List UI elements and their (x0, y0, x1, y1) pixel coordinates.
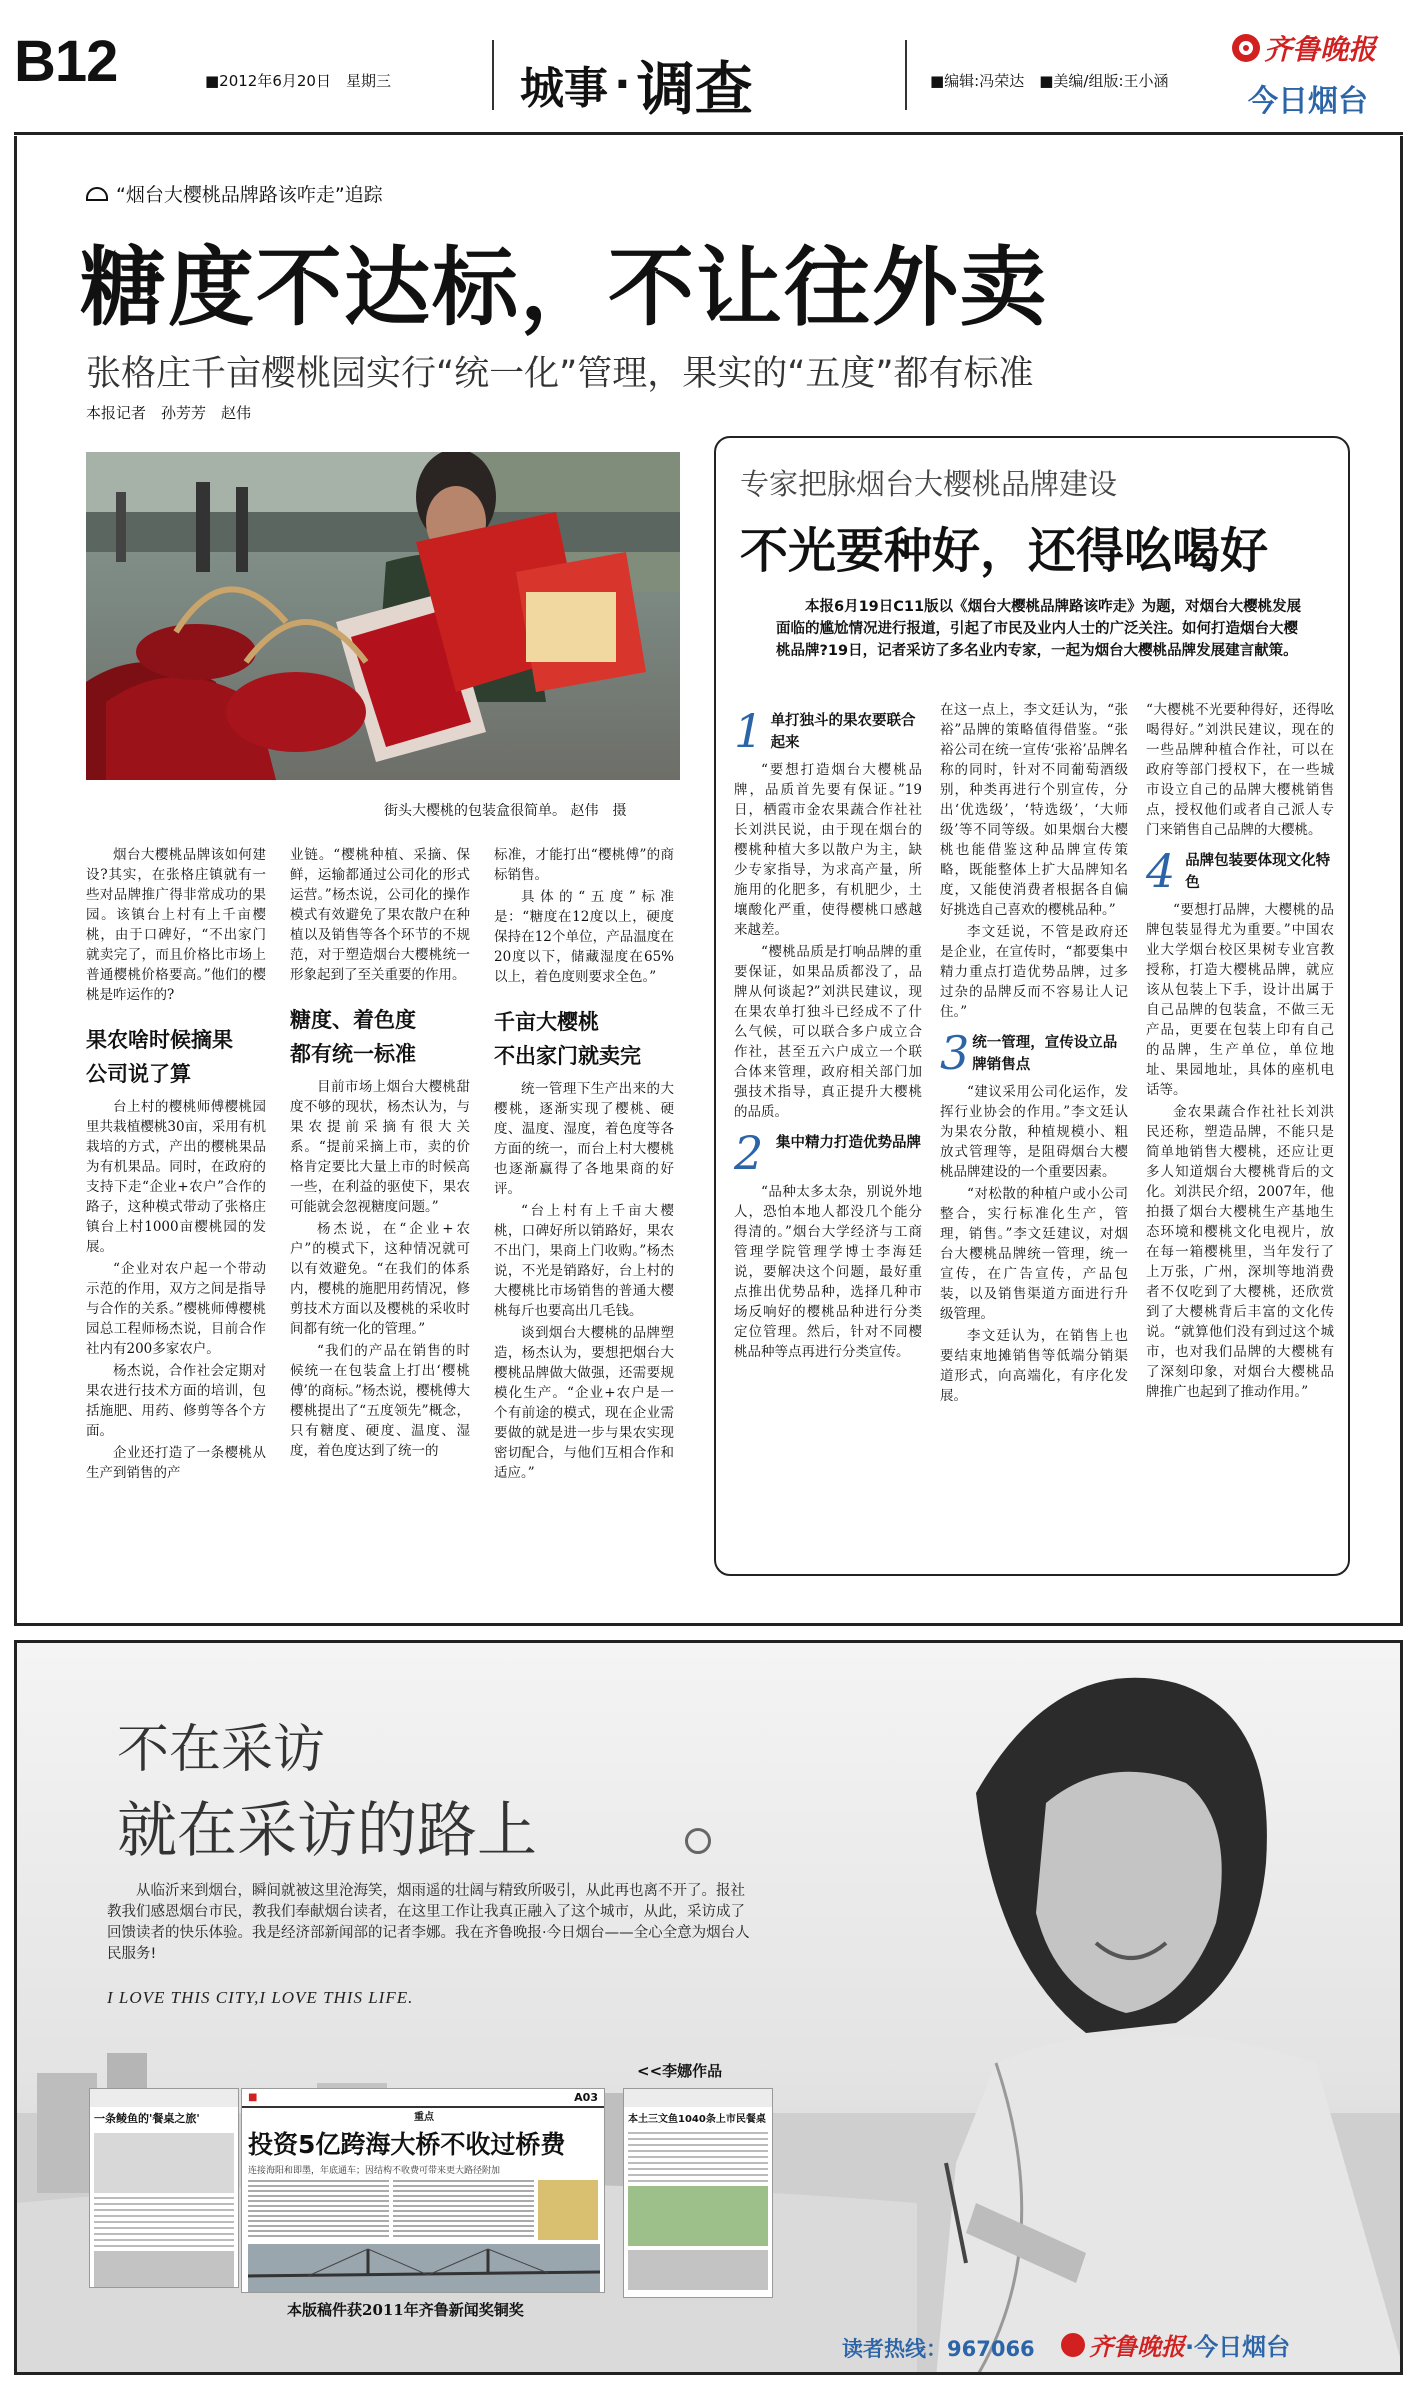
brand-logo (1232, 28, 1376, 68)
subhead: 张格庄千亩樱桃园实行“统一化”管理，果实的“五度”都有标准 (86, 354, 1034, 394)
section-title-a: 城事 (520, 63, 608, 114)
thumb2-sub: 连接海阳和即墨，年底通车；因结构不收费可带来更大路径附加 (248, 2166, 501, 2176)
section-4-title: 品牌包装要体现文化特色 (1185, 853, 1331, 891)
thumb2-tag: 重点 (414, 2112, 434, 2123)
header-divider-right (905, 40, 907, 110)
s3-para-1: “建议采用公司化运作，发挥行业协会的作用。”李文廷认为果农分散，种植规模小、粗放式管理等，是阻碍烟台大樱桃品牌建设的一个重要因素。 (940, 1084, 1128, 1180)
s2-para-1: “品种太多太杂，别说外地人，恐怕本地人都没几个能分得清的。”烟台大学经济与工商管理学院管理学博士李海廷说，要解决这个问题，最好重点推出优势品种，选择几种市场反响好的樱桃品种进行分类定位管理。然后，针对不同樱桃品种等点再进行分类宣传。 (734, 1184, 922, 1360)
ad-motto: I LOVE THIS CITY,I LOVE THIS LIFE. (107, 1988, 414, 2007)
col1-para-2: 台上村的樱桃师傅樱桃园里共栽植樱桃30亩，采用有机栽培的方式，产出的樱桃果品为有机果品。同时，在政府的支持下走“企业+农户”合作的路子，这种模式带动了张格庄镇台上村1000亩樱桃园的发展。 (86, 1099, 266, 1255)
s2-para-2: 在这一点上，李文廷认为，“张裕”品牌的策略值得借鉴。“张裕公司在统一宣传‘张裕’品牌名称的同时，针对不同葡萄酒级别，种类再进行个别宣传，分出‘优选级’，‘特选级’，‘大师级’等不同等级。如果烟台大樱桃也能借鉴这种品牌宣传策略，既能整体上扩大品牌知名度，又能使消费者根据各自偏好挑选自己喜欢的樱桃品种。” (940, 702, 1128, 918)
col3-subhead-2: 不出家门就卖完 (494, 1044, 641, 1068)
section-title-b: 调查 (636, 55, 753, 123)
footer-brand-name: 齐鲁晚报 (1089, 2332, 1185, 2361)
expert-intro: 本报6月19日C11版以《烟台大樱桃品牌路该咋走》为题，对烟台大樱桃发展面临的尴尬情况进行报道，引起了市民及业内人士的广泛关注。如何打造烟台大樱桃品牌?19日，记者采访了多名业内专家，一起为烟台大樱桃品牌发展建言献策。 (776, 599, 1302, 659)
col3-para-1: 标准，才能打出“樱桃傅”的商标销售。 (494, 847, 674, 883)
thumb1-headline: 一条鲮鱼的'餐桌之旅' (94, 2112, 200, 2125)
col1-para-5: 企业还打造了一条樱桃从生产到销售的产 (86, 1445, 266, 1481)
col2-para-1: 业链。“樱桃种植、采摘、保鲜，运输都通过公司化的形式运营。”杨杰说，公司化的操作模式有效避免了果农散户在种植以及销售等各个环节的不规范，对于塑造烟台大樱桃统一形象起到了至关重要的作用。 (290, 847, 470, 983)
section-2-number: 2 (734, 1126, 764, 1180)
col1-subhead-2: 公司说了算 (86, 1062, 191, 1086)
col1-para-1: 烟台大樱桃品牌该如何建设?其实，在张格庄镇就有一些对品牌推广得非常成功的果园。该镇台上村有上千亩樱桃，由于口碑好，“不出家门就卖完了，而且价格比市场上普通樱桃价格要高。”他们的樱桃是咋运作的? (86, 847, 266, 1003)
kicker-text: “烟台大樱桃品牌路该咋走”追踪 (116, 184, 383, 206)
col2-para-3: 杨杰说，在“企业+农户”的模式下，这种情况就可以有效避免。“在我们的体系内，樱桃的施肥用药情况，修剪技术方面以及樱桃的采收时间都有统一化的管理。” (290, 1221, 470, 1337)
col2-para-4: “我们的产品在销售的时候统一在包装盒上打出‘樱桃傅’的商标。”杨杰说，樱桃傅大樱桃提出了“五度领先”概念，只有糖度、硬度、温度、湿度，着色度达到了统一的 (290, 1343, 470, 1459)
ad-title-1: 不在采访 (117, 1720, 326, 1780)
header-rule (14, 132, 1403, 135)
section-2-title: 集中精力打造优势品牌 (776, 1135, 921, 1151)
s4-para-2: 金农果蔬合作社社长刘洪民还称，塑造品牌，不能只是简单地销售大樱桃，还应让更多人知道烟台大樱桃背后的文化。刘洪民介绍，2007年，他拍摄了烟台大樱桃生产基地生态环境和樱桃文化电视片，放在每一箱樱桃里，当年发行了上万张，广州，深圳等地消费者不仅吃到了大樱桃，还欣赏到了大樱桃背后丰富的文化传说。“就算他们没有到过这个城市，也对我们品牌的大樱桃有了深刻印象，对烟台大樱桃品牌推广也起到了推动作用。” (1146, 1104, 1334, 1400)
hotline (842, 2333, 1035, 2363)
byline: 本报记者 孙芳芳 赵伟 (86, 404, 252, 422)
hotline-label: 读者热线： (842, 2337, 947, 2361)
col2-subhead-1: 糖度、着色度 (290, 1008, 416, 1032)
brand-name: 齐鲁晚报 (1264, 33, 1377, 66)
works-label: <<李娜作品 (637, 2062, 723, 2080)
reporter-ad (14, 1640, 1403, 2375)
col1-para-4: 杨杰说，合作社会定期对果农进行技术方面的培训，包括施肥、用药、修剪等各个方面。 (86, 1363, 266, 1439)
thumb2-logo: ■ (248, 2092, 258, 2103)
ad-body: 从临沂来到烟台，瞬间就被这里沧海笑，烟雨遥的壮阔与精致所吸引，从此再也离不开了。报社教我们感恩烟台市民，教我们奉献烟台读者，在这里工作让我真正融入了这个城市，从此，采访成了回馈读者的快乐体验。我是经济部新闻部的记者李娜。我在齐鲁晚报·今日烟台——全心全意为烟台人民服务! (107, 1883, 750, 1962)
section-4-number: 4 (1146, 844, 1176, 898)
editor-credits: ■编辑:冯荣达 ■美编/组版:王小涵 (930, 72, 1169, 90)
col3-subhead-1: 千亩大樱桃 (494, 1010, 599, 1034)
col1-para-3: “企业对农户起一个带动示范的作用，双方之间是指导与合作的关系。”樱桃师傅樱桃园总工程师杨杰说，目前合作社内有200多家农户。 (86, 1261, 266, 1357)
news-frame (14, 136, 1403, 1626)
header-divider-left (492, 40, 494, 110)
hotline-number: 967066 (947, 2337, 1035, 2361)
photo-caption: 街头大樱桃的包装盒很简单。 赵伟 摄 (384, 803, 627, 819)
s4-para-1: “要想打品牌，大樱桃的品牌包装显得尤为重要。”中国农业大学烟台校区果树专业宫教授称，打造大樱桃品牌，就应该从包装上下手，设计出属于自己品牌的包装盒，不做三无产品，更要在包装上印有自己的品牌，生产单位，单位地址、果园地址，具体的座机电话等。 (1146, 902, 1334, 1098)
footer-brand-mark-icon (1061, 2333, 1085, 2357)
s2-para-3: 李文廷说，不管是政府还是企业，在宣传时，“都要集中精力重点打造优势品牌，过多过杂的品牌反而不容易让人记住。” (940, 924, 1128, 1020)
s3-para-4: “大樱桃不光要种得好，还得吆喝得好。”刘洪民建议，现在的一些品牌种植合作社，可以在政府等部门授权下，在一些城市设立自己的品牌大樱桃销售点，授权他们或者自己派人专门来销售自己品牌的大樱桃。 (1146, 702, 1334, 838)
footer-brand (1061, 2327, 1290, 2362)
thumb1-masthead (90, 2089, 238, 2107)
col2-para-2: 目前市场上烟台大樱桃甜度不够的现状，杨杰认为，与果农提前采摘有很大关系。“提前采摘上市，卖的价格肯定要比大量上市的时候高一些，在利益的驱使下，果农可能就会忽视糖度问题。” (290, 1079, 470, 1215)
ad-title-2: 就在采访的路上 (117, 1796, 537, 1866)
ad-decorative-circle (685, 1828, 711, 1854)
section-title-dot: · (614, 58, 631, 110)
thumb2-page: A03 (574, 2091, 598, 2104)
thumb2-headline: 投资5亿跨海大桥不收过桥费 (248, 2130, 566, 2159)
col3-para-2: 具体的“五度”标准是：“糖度在12度以上，硬度保持在12个单位，产品温度在20度以下，储藏湿度在65%以上，着色度则要求全色。” (494, 889, 674, 985)
work-thumbnail-1 (89, 2088, 239, 2288)
section-3-title: 统一管理，宣传设立品牌销售点 (972, 1035, 1118, 1073)
award-note: 本版稿件获2011年齐鲁新闻奖铜奖 (287, 2301, 524, 2319)
section-1-title: 单打独斗的果农要联合起来 (770, 713, 916, 751)
work-thumbnail-3 (623, 2088, 773, 2298)
section-3-number: 3 (940, 1026, 970, 1080)
col3-para-3: 统一管理下生产出来的大樱桃，逐渐实现了樱桃、硬度、温度、湿度，着色度等各方面的统一，而台上村大樱桃也逐渐赢得了各地果商的好评。 (494, 1081, 674, 1197)
col1-subhead-1: 果农啥时候摘果 (86, 1028, 233, 1052)
work-thumbnail-2 (241, 2088, 605, 2293)
s1-para-1: “要想打造烟台大樱桃品牌，品质首先要有保证。”19日，栖霞市金农果蔬合作社社长刘洪民说，由于现在烟台的樱桃种植大多以散户为主，缺少专家指导，为求高产量，所施用的化肥多，有机肥少，土壤酸化严重，使得樱桃口感越来越差。 (734, 762, 922, 938)
col3-para-5: 谈到烟台大樱桃的品牌塑造，杨杰认为，要想把烟台大樱桃品牌做大做强，还需要规模化生产。“企业+农户是一个有前途的模式，现在企业需要做的就是进一步与果农实现密切配合，与他们互相合作和适应。” (494, 1325, 674, 1481)
headline: 糖度不达标，不让往外卖 (80, 238, 1048, 338)
footer-edition: ·今日烟台 (1185, 2333, 1291, 2361)
page-number: B12 (14, 29, 118, 94)
brand-mark-icon (1232, 34, 1260, 62)
bridge-photo (248, 2244, 600, 2293)
col2-subhead-2: 都有统一标准 (290, 1042, 416, 1066)
s1-para-2: “樱桃品质是打响品牌的重要保证，如果品质都没了，品牌从何谈起?”刘洪民建议，现在果农单打独斗已经成不了什么气候，可以联合多户成立合作社，甚至五六户成立一个联合体来管理，政府相关部门加强技术指导，真正提升大樱桃的品质。 (734, 944, 922, 1120)
section-title (520, 42, 753, 126)
col3-para-4: “台上村有上千亩大樱桃，口碑好所以销路好，果农不出门，果商上门收购。”杨杰说，不光是销路好，台上村的大樱桃比市场销售的普通大樱桃每斤也要高出几毛钱。 (494, 1203, 674, 1319)
s3-para-2: “对松散的种植户或小公司整合，实行标准化生产，管理，销售。”李文廷建议，对烟台大樱桃品牌统一管理，统一宣传，在广告宣传，产品包装，以及销售渠道方面进行升级管理。 (940, 1186, 1128, 1322)
issue-date: ■2012年6月20日 星期三 (205, 72, 391, 90)
s3-para-3: 李文廷认为，在销售上也要结束地摊销售等低端分销渠道形式，向高端化，有序化发展。 (940, 1328, 1128, 1404)
section-1-number: 1 (734, 704, 764, 758)
thumb3-headline: 本土三文鱼1040条上市民餐桌 (628, 2114, 766, 2125)
expert-kicker: 专家把脉烟台大樱桃品牌建设 (740, 467, 1118, 501)
expert-headline: 不光要种好，还得吆喝好 (740, 523, 1269, 579)
edition-name: 今日烟台 (1248, 84, 1368, 119)
reporter-portrait (936, 1643, 1403, 2375)
